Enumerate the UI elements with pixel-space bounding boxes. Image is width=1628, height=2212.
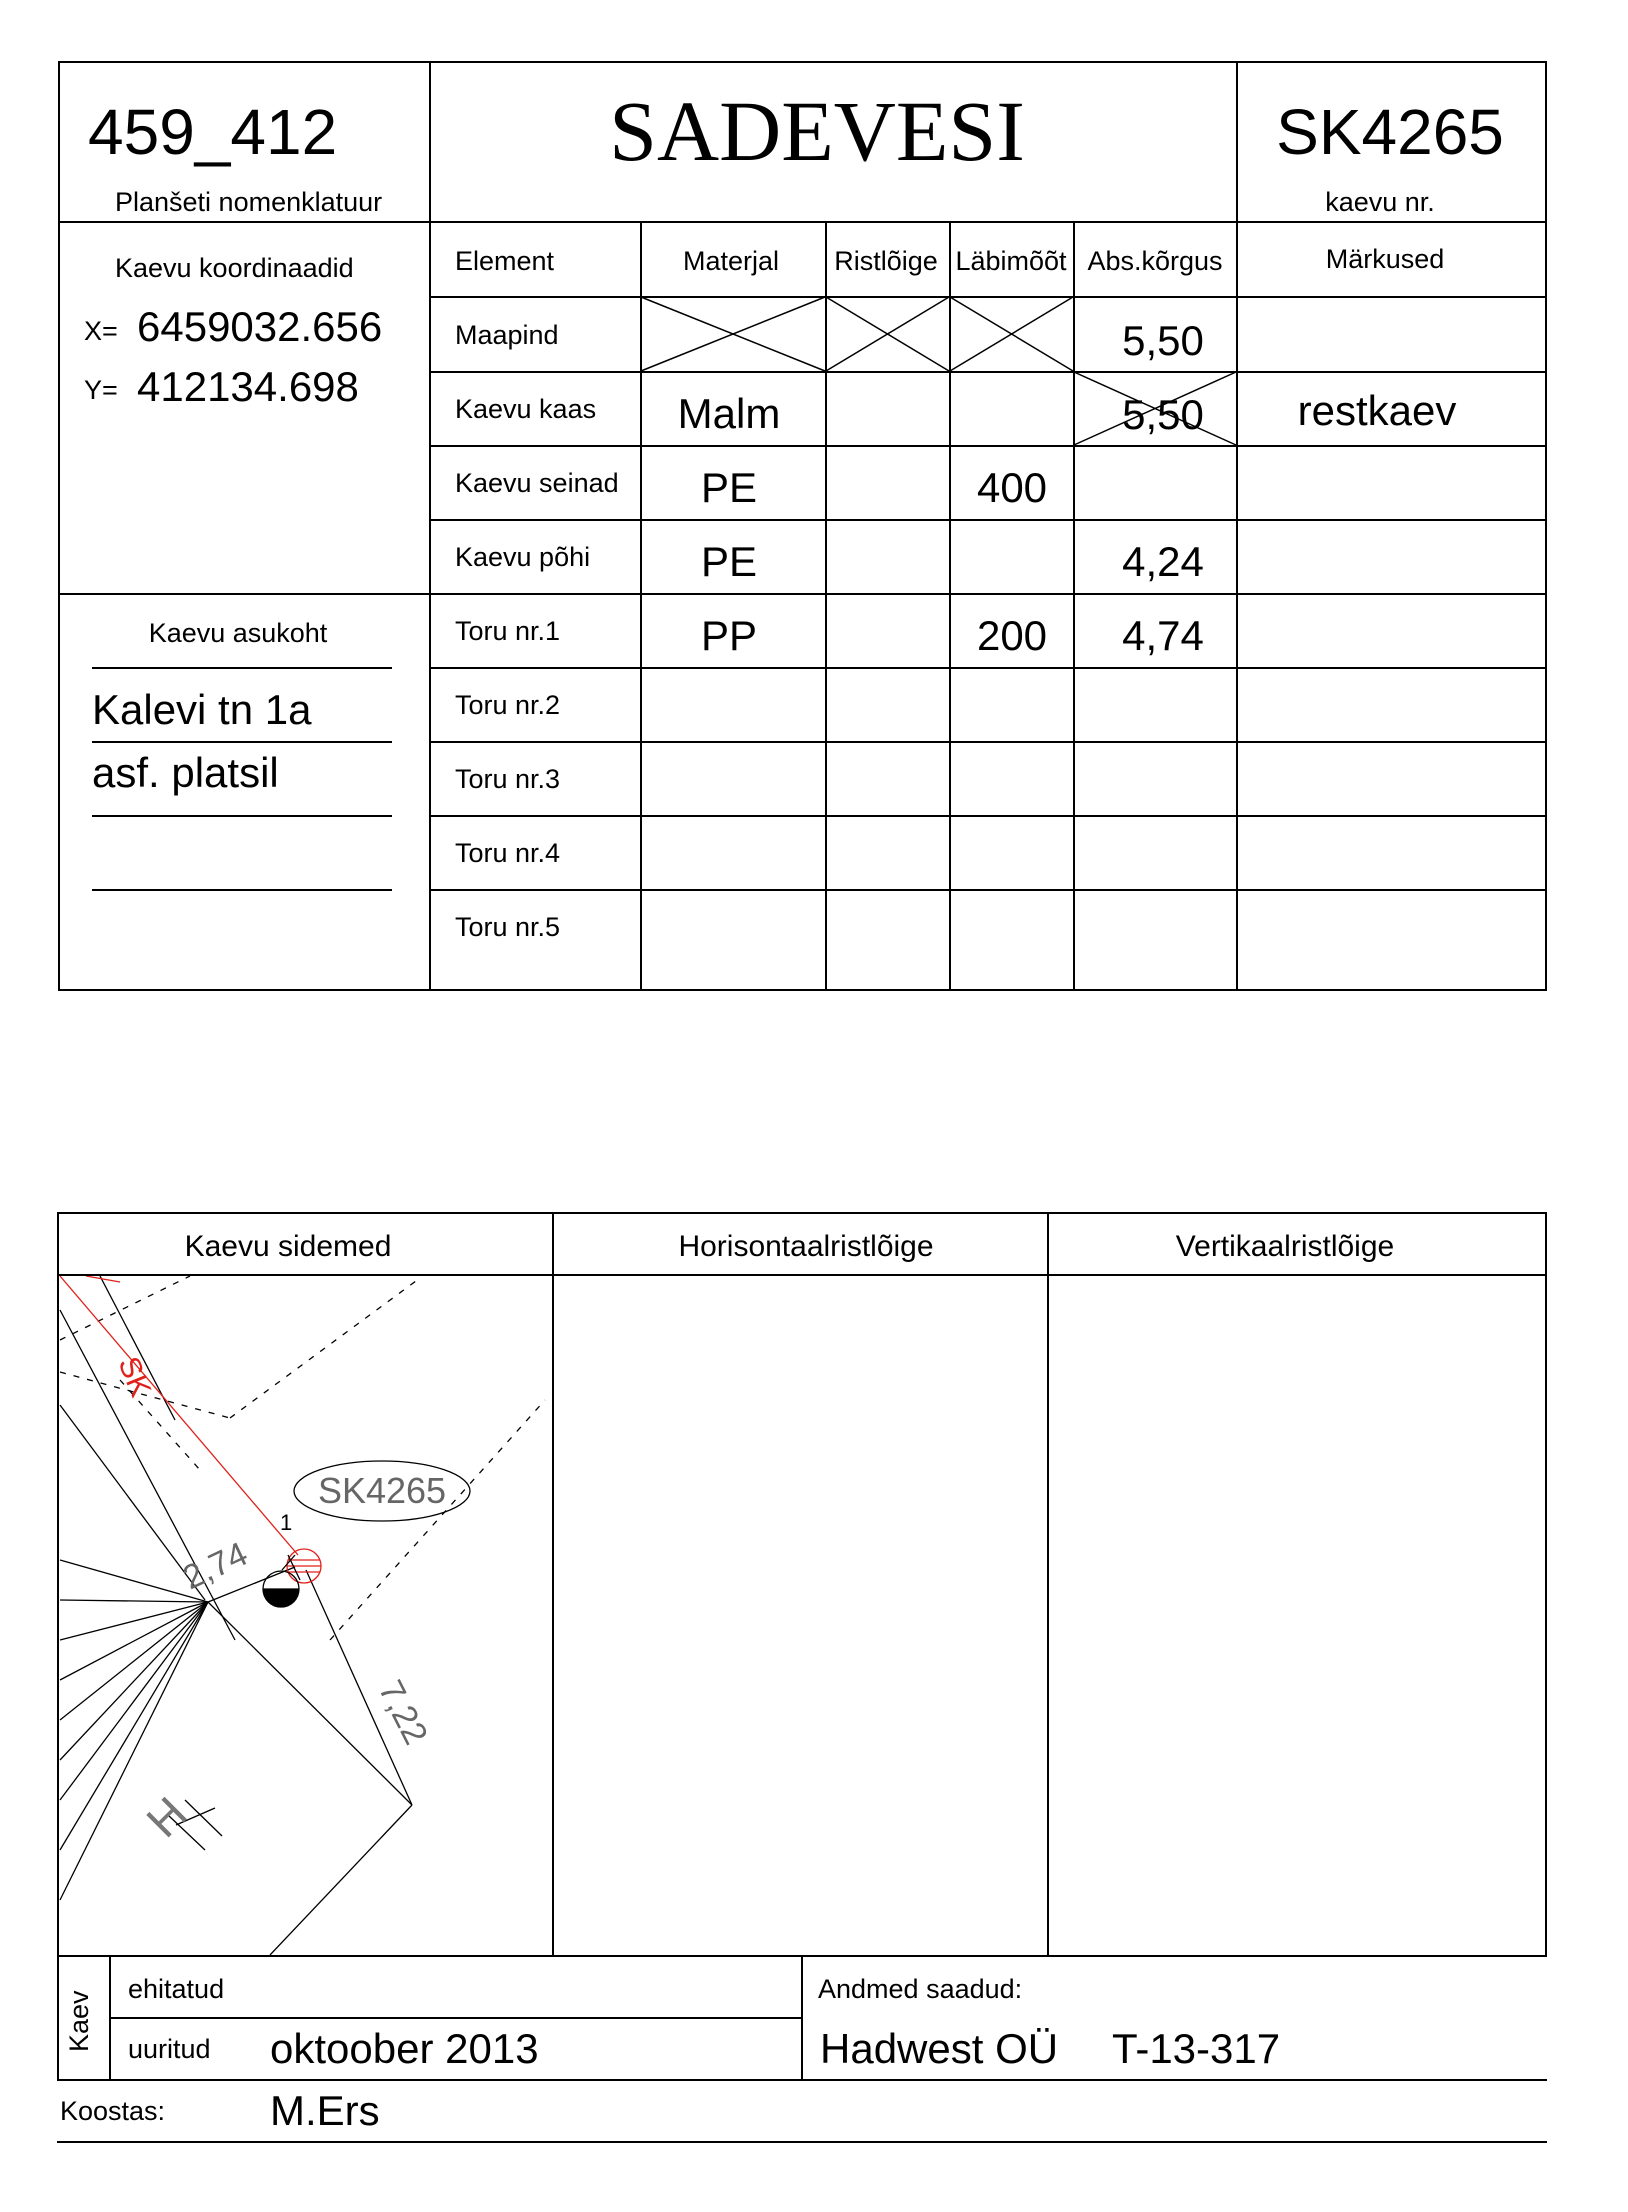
surveyed-value: oktoober 2013 — [270, 2025, 539, 2072]
row-element: Kaevu seinad — [455, 468, 619, 498]
cell-elevation: 5,50 — [1122, 317, 1204, 364]
cell-notes: restkaev — [1297, 387, 1457, 434]
horizontal-section-heading: Horisontaalristlõige — [678, 1230, 934, 1263]
x-value: 6459032.656 — [137, 303, 383, 350]
cell-diameter: 200 — [976, 612, 1048, 659]
built-label: ehitatud — [128, 1974, 225, 2004]
author-label: Koostas: — [60, 2096, 166, 2126]
vertical-section-heading: Vertikaalristlõige — [1175, 1230, 1395, 1263]
sketch-pipe-number: 1 — [280, 1510, 293, 1535]
row-element: Toru nr.4 — [455, 838, 561, 868]
cell-elevation: 4,24 — [1122, 538, 1204, 585]
row-element: Toru nr.1 — [455, 616, 561, 646]
data-source: Hadwest OÜ — [820, 2025, 1059, 2072]
row-element: Toru nr.3 — [455, 764, 561, 794]
data-received-label: Andmed saadud: — [818, 1974, 1023, 2004]
coordinates-label: Kaevu koordinaadid — [115, 253, 354, 283]
header-elevation: Abs.kõrgus — [1087, 246, 1223, 276]
header-material: Materjal — [682, 246, 780, 276]
row-element: Toru nr.5 — [455, 912, 561, 942]
cell-material: PE — [700, 538, 758, 585]
cell-elevation: 5,50 — [1122, 391, 1204, 438]
y-label: Y= — [84, 375, 118, 405]
well-number: SK4265 — [1276, 96, 1504, 168]
row-element: Maapind — [455, 320, 559, 350]
surveyed-label: uuritud — [128, 2034, 211, 2064]
sketch-well-label: SK4265 — [317, 1470, 447, 1511]
cell-material: Malm — [677, 390, 781, 437]
row-element: Kaevu kaas — [455, 394, 597, 424]
data-reference: T-13-317 — [1112, 2025, 1281, 2072]
header-cross-section: Ristlõige — [834, 246, 938, 276]
row-element: Toru nr.2 — [455, 690, 561, 720]
sketch-pipe-code: SK — [111, 1352, 158, 1402]
y-value: 412134.698 — [137, 363, 359, 410]
author-value: M.Ers — [270, 2087, 380, 2134]
pipe-line — [60, 1276, 298, 1555]
header-element: Element — [455, 246, 555, 276]
sheet-number: 459_412 — [88, 96, 338, 168]
sketch-distance-1: 2,74 — [177, 1534, 254, 1598]
cell-elevation: 4,74 — [1122, 612, 1204, 659]
ties-heading: Kaevu sidemed — [184, 1230, 392, 1263]
header-notes: Märkused — [1325, 244, 1445, 274]
header-diameter: Läbimõõt — [955, 246, 1067, 276]
well-number-label: kaevu nr. — [1325, 187, 1435, 217]
location-line-1: Kalevi tn 1a — [92, 686, 312, 733]
cell-material: PE — [700, 464, 758, 511]
sheet-number-label: Planšeti nomenklatuur — [115, 187, 383, 217]
footer-side-label: Kaev — [64, 1990, 94, 2052]
sketch-building-code: H — [136, 1786, 197, 1848]
row-element: Kaevu põhi — [455, 542, 591, 572]
cell-material: PP — [700, 612, 758, 659]
location-label: Kaevu asukoht — [148, 618, 328, 648]
sketch-distance-2: 7,22 — [370, 1674, 435, 1751]
x-label: X= — [84, 316, 118, 346]
location-line-2: asf. platsil — [92, 749, 279, 796]
page-title: SADEVESI — [609, 83, 1025, 179]
cell-diameter: 400 — [976, 464, 1048, 511]
